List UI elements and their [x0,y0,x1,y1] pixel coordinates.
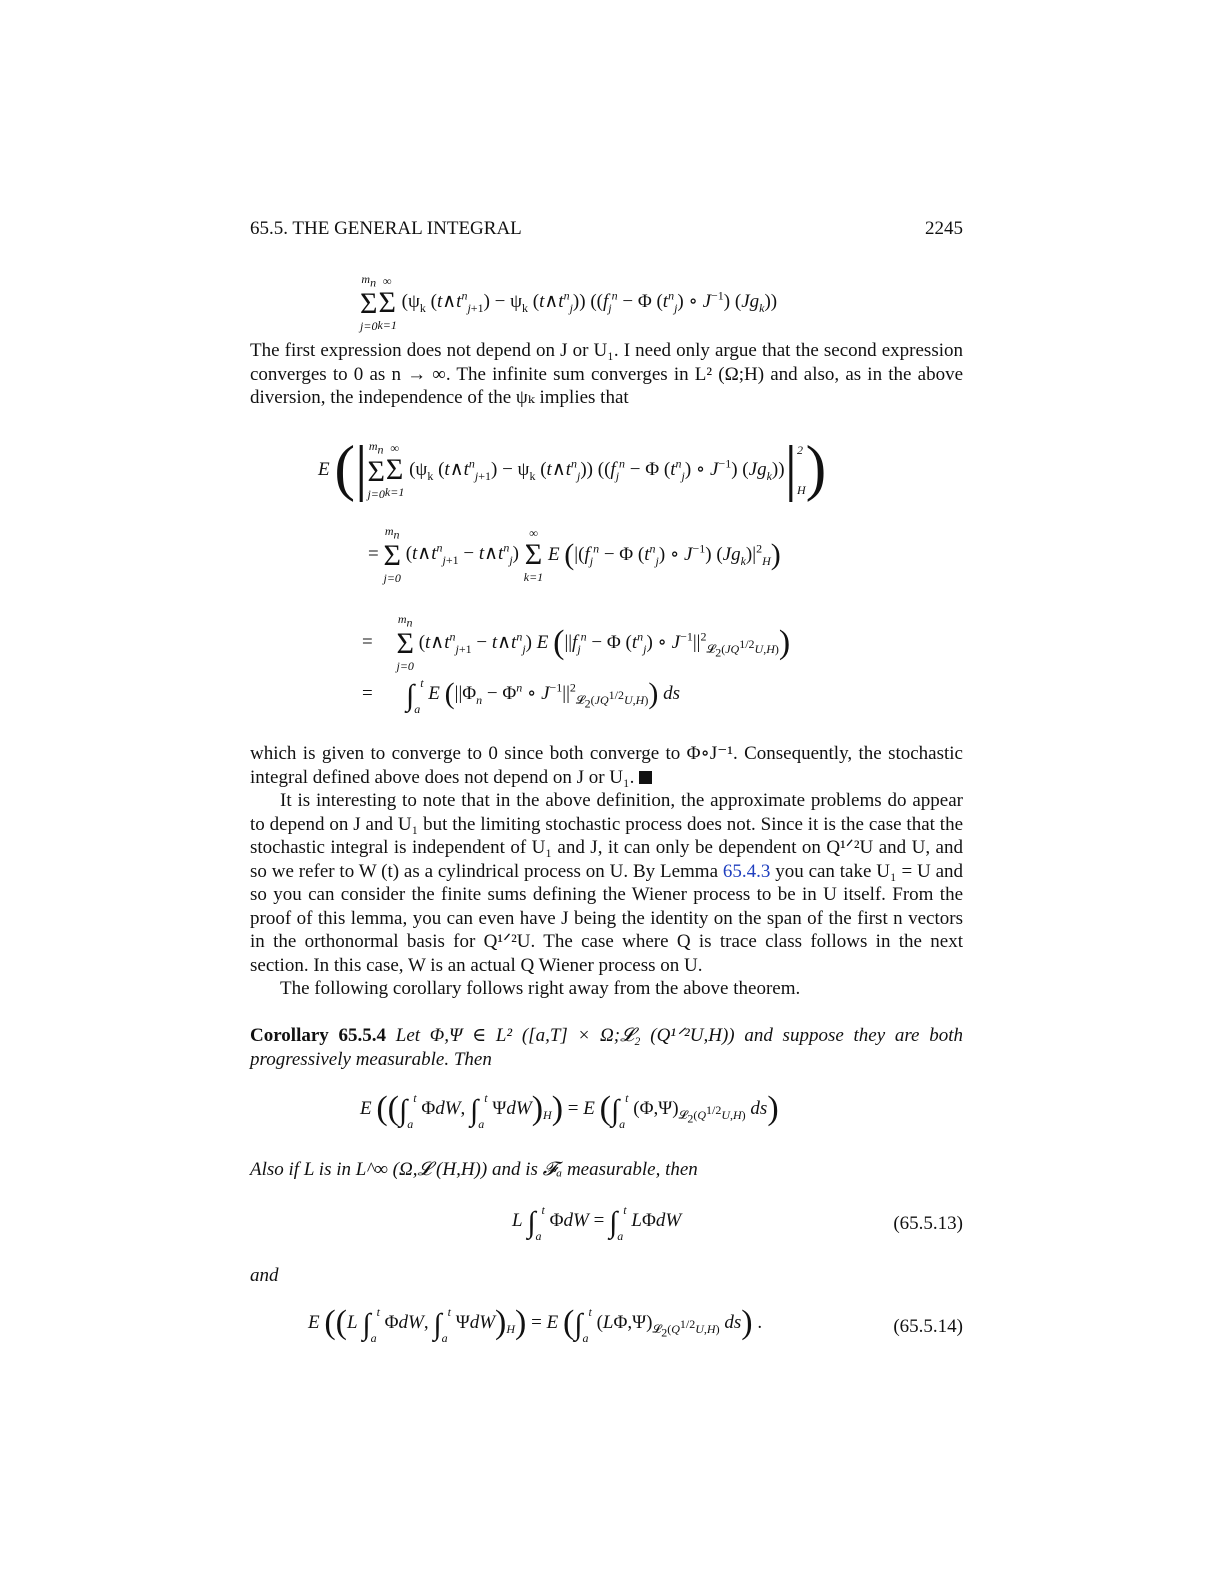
equation-number-13: (65.5.13) [893,1213,963,1234]
equation-line-2: = $m_n$ Σ j=0 ($t\wedge t^n_{j+1}$ − $t\wedge t^n_j$) ∞ Σ k=1 E ($|(f_j^n - \Phi$ $(t^n_j)$ ∘ $J^{-1}$) $(Jg_k)|^2_H$) [368,524,781,586]
section-title: 65.5. THE GENERAL INTEGRAL [250,218,522,239]
page-number: 2245 [925,218,963,239]
equation-corollary-1: E (($\int_a^t$ ΦdW, $\int_a^t$ $\Psi dW)_H) = E$ ($\int_a^t$ $(\Phi,\Psi)_{𝓛_2(Q^{1/2}U,H)}$ ds) [360,1090,779,1131]
lemma-link[interactable]: 65.4.3 [722,860,771,882]
equation-expectation-norm: E (| $m_n$ Σ j=0 ∞ Σ k=1 ($\psi_k$ $(t\wedge t^n_{j+1}) - \psi_k$ $(t\wedge t^n_j)$) (($f_j^n - \Phi$ $(t^n_j)$ ∘ $J^{-1}$) $(Jg_k))|2$ H) [318,434,827,503]
paragraph-1: The first expression does not depend on J or U₁. I need only argue that the second expression converges to 0 as n → ∞. The infinite sum converges in L² (Ω;H) and also, as in the above diversion, the independence of the ψₖ implies that [250,340,963,408]
corollary [250,1024,963,1071]
equation-top-sum: $m_n$ Σ j=0 ∞ Σ k=1 ($\psi_k$ $(t\wedge t^n_{j+1}) - \psi_k$ $(t\wedge t^n_j)$) (($f_j^n - \Phi$ $(t^n_j)$ ∘ $J^{-1}$) $(Jg_k)$) [360,272,778,334]
equation-line-4: = $\int_a^t$ E ($||\Phi_n - \Phi^n$ ∘ $J^{-1}||^2_{𝓛_2(JQ^{1/2}U,H)}$) ds [362,676,680,716]
also-statement: Also if L is in L^∞ (Ω,𝓛 (H,H)) and is 𝓕ₐ measurable, then [250,1159,698,1180]
equation-corollary-2: L $\int_a^t$ $\Phi dW = \int_a^t$ LΦdW [512,1203,682,1243]
and-text: and [250,1265,279,1286]
corollary-label: Corollary 65.5.4 [250,1025,387,1046]
equation-number-14: (65.5.14) [893,1316,963,1337]
equation-line-3: = $m_n$ Σ j=0 ($t\wedge t^n_{j+1}$ − $t\wedge t^n_j$) E ($||f_j^n - \Phi$ $(t^n_j)$ ∘ $J^{-1}||^2_{𝓛_2(JQ^{1/2}U,H)}$) [362,612,791,674]
corollary-statement: Let Φ,Ψ ∈ L² ([a,T] × Ω;𝓛₂ (Q¹ᐟ²U,H)) and suppose they are both progressively measurable. Then [250,1025,963,1070]
equation-corollary-3: E ((L $\int_a^t$ ΦdW, $\int_a^t$ $\Psi dW)_H) = E$ ($\int_a^t$ $(L\Phi,\Psi)_{𝓛_2(Q^{1/2}U,H)}$ ds) . [308,1304,763,1345]
qed-square-icon [639,771,652,784]
paragraph-2: which is given to converge to 0 since both converge to Φ∘J⁻¹. Consequently, the stochastic integral defined above does not depend on J or U₁. It is interesting to note that in the above definition, the approximate problems do appear to depend on J and U₁ but the limiting stochastic process does not. Since it is the case that the stochastic integral is independent of U₁ and J, it can only be dependent on Q¹ᐟ²U and U, and so we refer to W (t) as a cylindrical process on U. By Lemma 65.4.3 you can take U₁ = U and so you can consider the finite sums defining the Wiener process to be in U itself. From the proof of this lemma, you can even have J being the identity on the span of the first n vectors in the orthonormal basis for Q¹ᐟ²U. The case where Q is trace class follows in the next section. In this case, W is an actual Q Wiener process on U. The following corollary follows right away from the above theorem. [250,743,964,999]
